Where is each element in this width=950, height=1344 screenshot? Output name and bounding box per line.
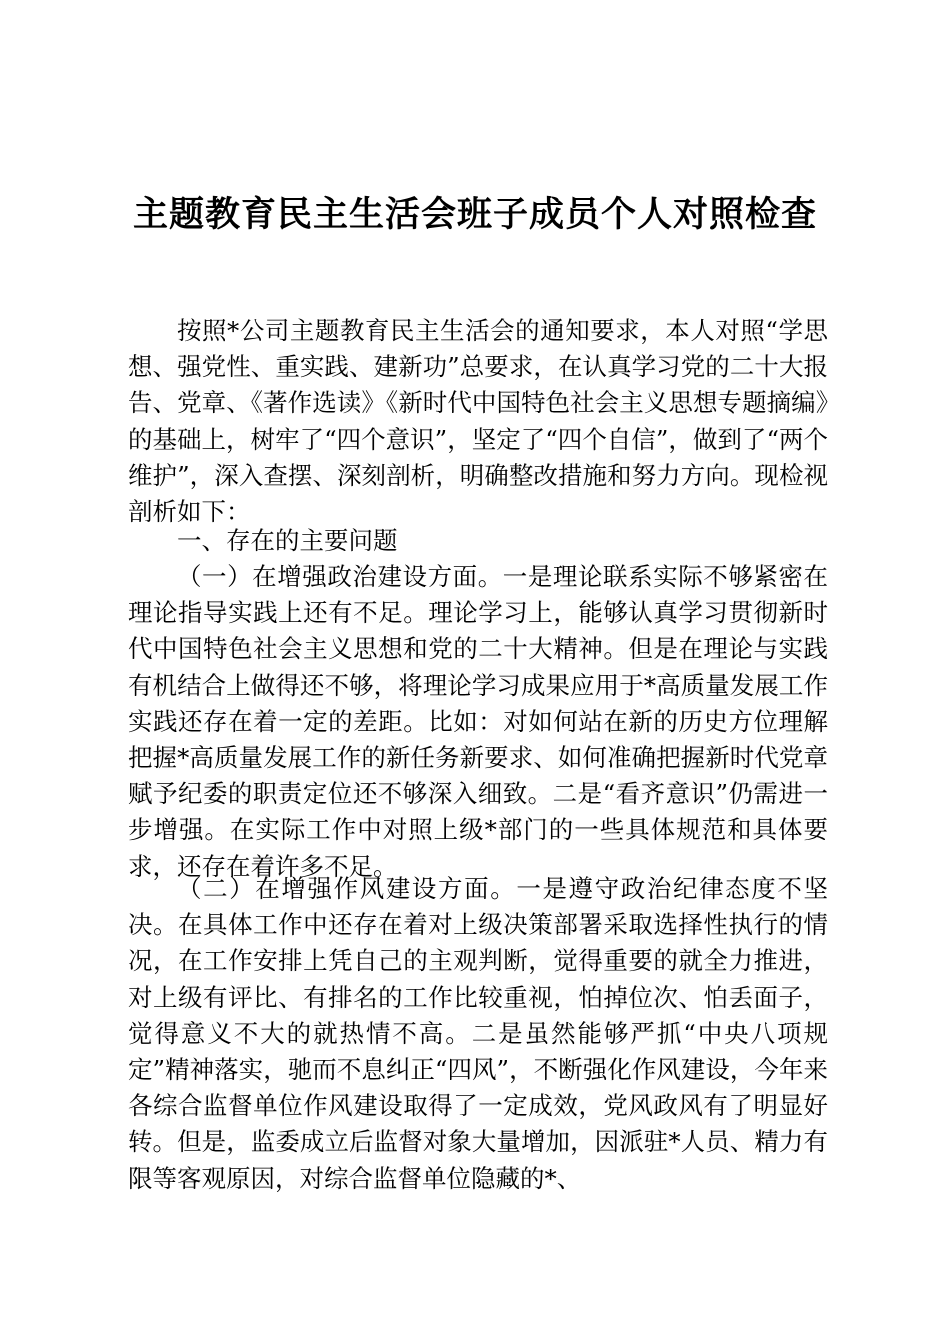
document-title: 主题教育民主生活会班子成员个人对照检查 [132,194,817,235]
problem-item-political-construction: （一）在增强政治建设方面。一是理论联系实际不够紧密在理论指导实践上还有不足。理论学习上，能够认真学习贯彻新时代中国特色社会主义思想和党的二十大精神。但是在理论与实践有机结合上做得还不够，将理论学习成果应用于*高质量发展工作实践还存在着一定的差距。比如：对如何站在新的历史方位理解把握*高质量发展工作的新任务新要求、如何准确把握新时代党章赋予纪委的职责定位还不够深入细致。二是“看齐意识”仍需进一步增强。在实际工作中对照上级*部门的一些具体规范和具体要求，还存在着许多不足。 [128,562,828,881]
problem-item-style-construction: （二）在增强作风建设方面。一是遵守政治纪律态度不坚决。在具体工作中还存在着对上级决策部署采取选择性执行的情况，在工作安排上凭自己的主观判断，觉得重要的就全力推进，对上级有评比、有排名的工作比较重视，怕掉位次、怕丢面子，觉得意义不大的就热情不高。二是虽然能够严抓“中央八项规定”精神落实，驰而不息纠正“四风”，不断强化作风建设，今年来各综合监督单位作风建设取得了一定成效，党风政风有了明显好转。但是，监委成立后监督对象大量增加，因派驻*人员、精力有限等客观原因，对综合监督单位隐藏的*、 [128,874,828,1193]
section-heading-main-problems: 一、存在的主要问题 [177,526,398,555]
intro-paragraph: 按照*公司主题教育民主生活会的通知要求，本人对照“学思想、强党性、重实践、建新功”总要求，在认真学习党的二十大报告、党章、《著作选读》《新时代中国特色社会主义思想专题摘编》的基础上，树牢了“四个意识”，坚定了“四个自信”，做到了“两个维护”，深入查摆、深刻剖析，明确整改措施和努力方向。现检视剖析如下： [128,316,828,527]
